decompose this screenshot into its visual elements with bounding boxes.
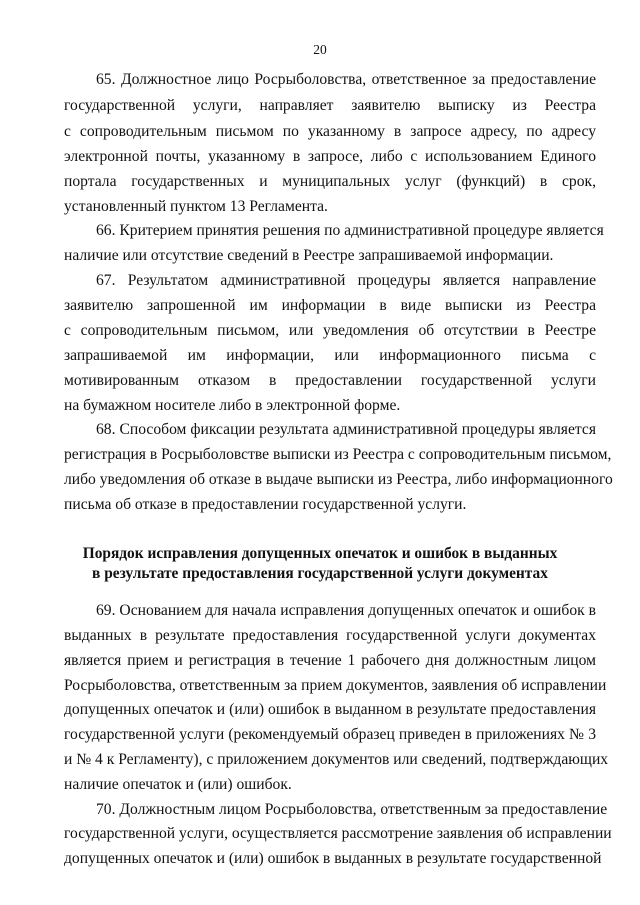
text-line: 69. Основанием для начала исправления допущенных опечаток и ошибок в: [96, 602, 596, 619]
text-line: на бумажном носителе либо в электронной форме.: [64, 397, 401, 414]
text-line: допущенных опечаток и (или) ошибок в выданном в результате предоставления: [64, 701, 596, 718]
heading-line: в результате предоставления государственной услуги документах: [92, 565, 548, 582]
text-line: письма об отказе в предоставлении государственной услуги.: [64, 496, 467, 513]
heading-line: Порядок исправления допущенных опечаток и ошибок в выданных: [82, 545, 558, 562]
text-line: 65. Должностное лицо Росрыболовства, ответственное за предоставление: [96, 71, 596, 88]
text-line: заявителю запрошенной им информации в виде выписки из Реестра: [64, 297, 596, 314]
text-line: наличие или отсутствие сведений в Реестре запрашиваемой информации.: [64, 247, 554, 264]
text-line: портала государственных и муниципальных услуг (функций) в срок,: [64, 173, 596, 190]
text-line: установленный пунктом 13 Регламента.: [64, 198, 328, 215]
text-line: запрашиваемой им информации, или информационного письма с: [64, 347, 596, 364]
text-line: с сопроводительным письмом по указанному в запросе адресу, по адресу: [64, 123, 596, 140]
text-line: электронной почты, указанному в запросе, либо с использованием Единого: [64, 148, 596, 165]
text-line: выданных в результате предоставления государственной услуги документах: [64, 627, 596, 644]
text-line: государственной услуги, осуществляется рассмотрение заявления об исправлении: [64, 825, 612, 842]
text-line: является прием и регистрация в течение 1 рабочего дня должностным лицом: [64, 652, 596, 669]
text-line: регистрация в Росрыболовстве выписки из Реестра с сопроводительным письмом,: [64, 446, 612, 463]
text-line: 70. Должностным лицом Росрыболовства, ответственным за предоставление: [96, 801, 608, 818]
text-line: 68. Способом фиксации результата административной процедуры является: [96, 421, 596, 438]
text-line: 66. Критерием принятия решения по административной процедуре является: [96, 222, 604, 239]
text-line: либо уведомления об отказе в выдаче выписки из Реестра, либо информационного: [64, 471, 613, 488]
text-line: государственной услуги (рекомендуемый образец приведен в приложениях № 3: [64, 726, 596, 743]
text-line: государственной услуги, направляет заявителю выписку из Реестра: [64, 97, 596, 114]
text-line: допущенных опечаток и (или) ошибок в выданных в результате государственной: [64, 850, 602, 867]
text-line: Росрыболовства, ответственным за прием документов, заявления об исправлении: [64, 677, 607, 694]
text-line: мотивированным отказом в предоставлении государственной услуги: [64, 372, 596, 389]
text-line: с сопроводительным письмом, или уведомления об отсутствии в Реестре: [64, 322, 596, 339]
text-line: 67. Результатом административной процедуры является направление: [96, 272, 596, 289]
page-number: 20: [313, 42, 327, 57]
text-line: наличие опечаток и (или) ошибок.: [64, 776, 292, 793]
text-line: и № 4 к Регламенту), с приложением документов или сведений, подтверждающих: [64, 751, 609, 768]
